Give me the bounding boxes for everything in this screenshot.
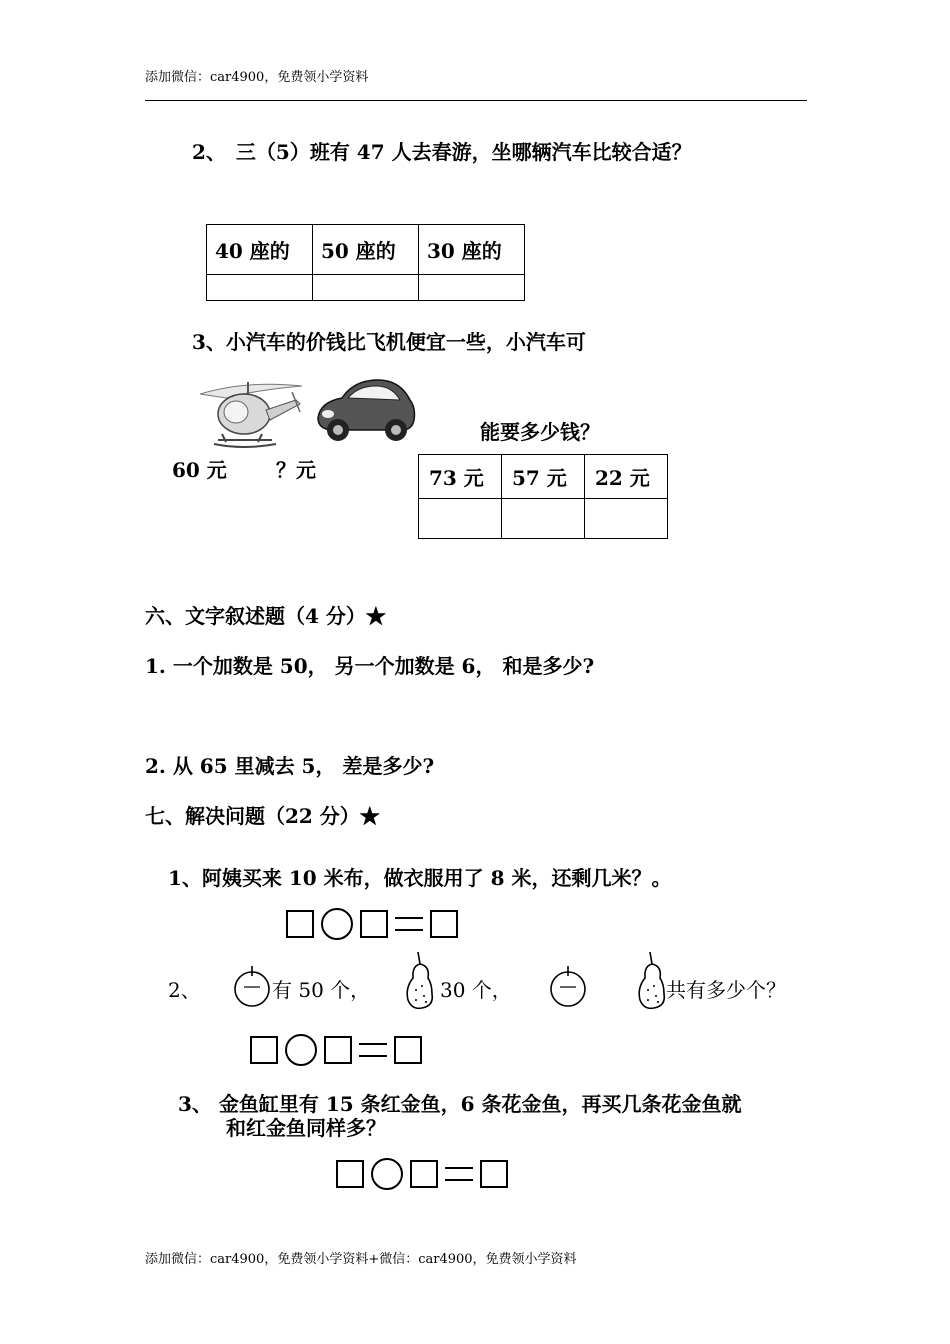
blank-box[interactable] [360,910,388,938]
blank-box[interactable] [430,910,458,938]
apple-icon [232,962,272,1008]
pear-icon [402,950,438,1012]
option-57-yuan: 57 元 [502,455,585,499]
equation-blank-1 [286,908,458,940]
question-3-text-continued: 能要多少钱？ [480,420,600,444]
answer-cell[interactable] [585,499,668,539]
section-7-title: 七、解决问题（22 分）★ [145,804,380,828]
total-question-text: 共有多少个？ [666,978,786,1002]
answer-cell[interactable] [207,275,313,301]
equals-sign [445,1167,473,1181]
pear-icon [634,950,670,1012]
question-3-options-table [418,454,668,539]
option-30-seat: 30 座的 [419,225,525,275]
section-7-question-3-line-1: 3、 金鱼缸里有 15 条红金鱼，6 条花金鱼，再买几条花金鱼就 [178,1092,742,1116]
operator-circle[interactable] [285,1034,317,1066]
blank-box[interactable] [394,1036,422,1064]
operator-circle[interactable] [321,908,353,940]
helicopter-illustration [196,370,306,452]
footer-note: 添加微信：car4900，免费领小学资料+微信：car4900，免费领小学资料 [145,1252,577,1267]
equals-sign [395,917,423,931]
section-6-question-1: 1. 一个加数是 50， 另一个加数是 6， 和是多少? [145,654,595,678]
answer-cell[interactable] [502,499,585,539]
header-divider [145,100,807,101]
option-40-seat: 40 座的 [207,225,313,275]
blank-box[interactable] [480,1160,508,1188]
blank-box[interactable] [410,1160,438,1188]
question-3-text: 3、小汽车的价钱比飞机便宜一些，小汽车可 [192,330,586,354]
answer-cell[interactable] [313,275,419,301]
section-7-question-3-line-2: 和红金鱼同样多？ [226,1116,386,1140]
blank-box[interactable] [286,910,314,938]
pear-count-text: 30 个， [440,978,512,1002]
equation-blank-2 [250,1034,422,1066]
section-7-question-2-number: 2、 [168,978,201,1002]
section-6-title: 六、文字叙述题（4 分）★ [145,604,386,628]
equation-blank-3 [336,1158,508,1190]
option-73-yuan: 73 元 [419,455,502,499]
section-6-question-2: 2. 从 65 里减去 5， 差是多少? [145,754,435,778]
option-22-yuan: 22 元 [585,455,668,499]
car-illustration [312,372,418,446]
operator-circle[interactable] [371,1158,403,1190]
apple-icon [548,962,588,1008]
question-2-text: 2、 三（5）班有 47 人去春游，坐哪辆汽车比较合适？ [192,140,692,164]
apple-count-text: 有 50 个， [272,978,371,1002]
option-50-seat: 50 座的 [313,225,419,275]
section-7-question-1: 1、阿姨买来 10 米布，做衣服用了 8 米，还剩几米？。 [168,866,672,890]
blank-box[interactable] [324,1036,352,1064]
blank-box[interactable] [336,1160,364,1188]
question-2-options-table [206,224,525,301]
plane-price-label: 60 元 [172,458,227,482]
equals-sign [359,1043,387,1057]
blank-box[interactable] [250,1036,278,1064]
answer-cell[interactable] [419,499,502,539]
answer-cell[interactable] [419,275,525,301]
car-price-label: ？元 [276,458,316,482]
header-note: 添加微信：car4900，免费领小学资料 [145,70,369,85]
